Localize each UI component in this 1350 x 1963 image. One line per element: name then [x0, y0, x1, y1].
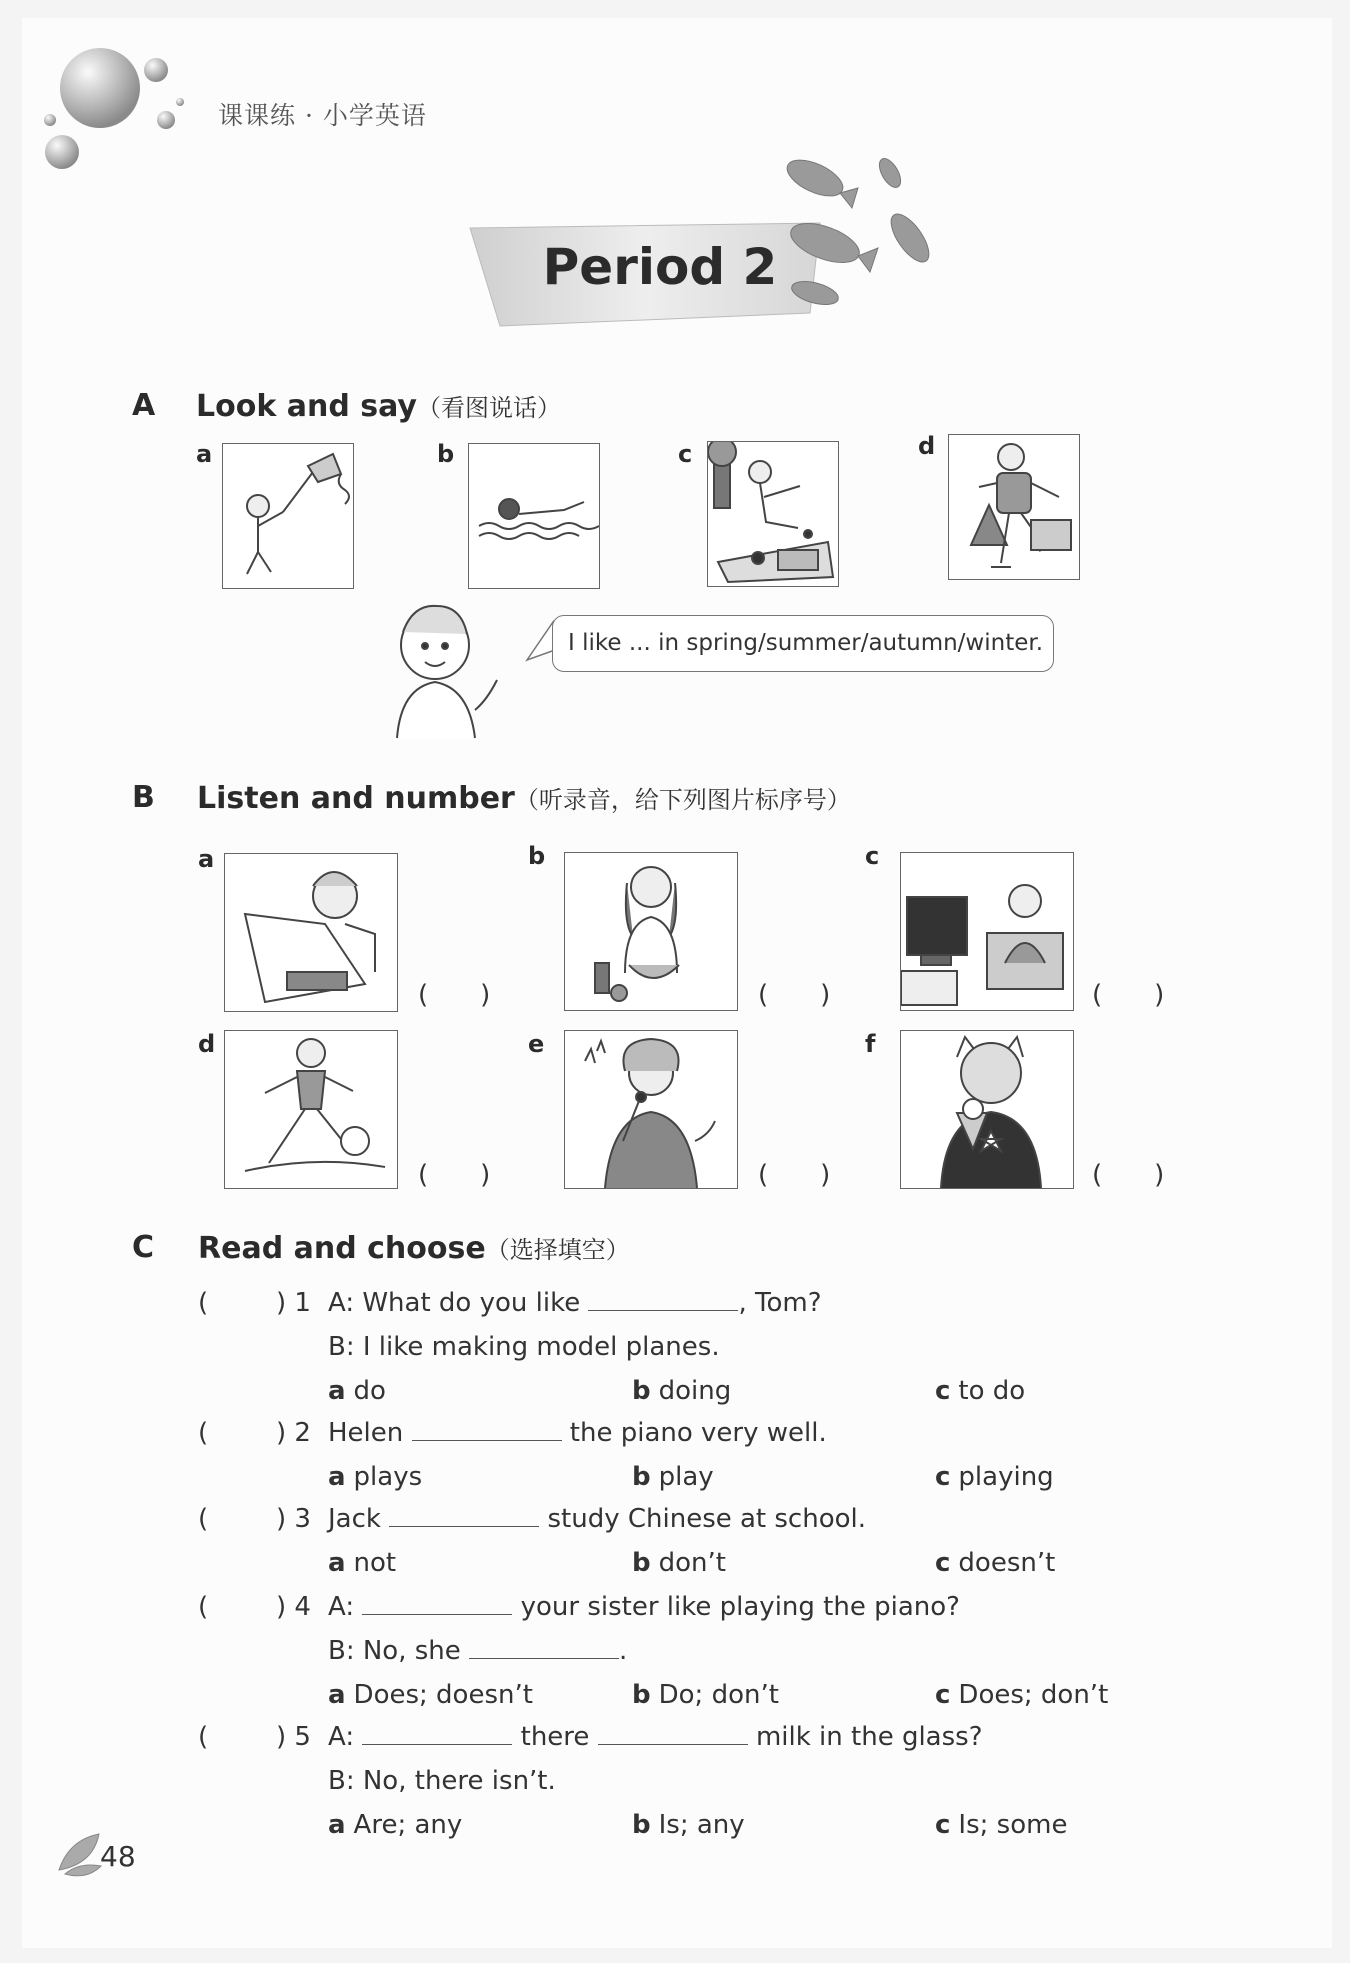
skating-icon: [949, 435, 1079, 579]
q5-line1: A: there milk in the glass?: [328, 1722, 983, 1752]
q4-blank-1[interactable]: [362, 1594, 512, 1615]
q5-option-c[interactable]: c Is; some: [935, 1810, 1068, 1840]
section-b-heading: [197, 780, 851, 816]
q3-option-c[interactable]: c doesn’t: [935, 1548, 1056, 1578]
q3-option-b[interactable]: b don’t: [632, 1548, 726, 1578]
q2-option-c[interactable]: c playing: [935, 1462, 1054, 1492]
listen-b-label: b: [528, 842, 546, 870]
leaf-icon: [55, 1830, 103, 1878]
singing-girl-icon: [565, 1031, 737, 1188]
series-title: 课课练 · 小学英语: [218, 101, 427, 130]
q4-open-paren[interactable]: (: [198, 1592, 209, 1622]
q5-blank-2[interactable]: [598, 1724, 748, 1745]
q5-option-b[interactable]: b Is; any: [632, 1810, 745, 1840]
listen-picture-f: [900, 1030, 1074, 1189]
picture-kite: [222, 443, 354, 589]
cooking-woman-icon: [565, 853, 737, 1010]
q2-blank[interactable]: [412, 1420, 562, 1441]
q4-line1: A: your sister like playing the piano?: [328, 1592, 960, 1622]
section-a-letter: A: [132, 388, 156, 423]
listen-d-label: d: [198, 1030, 216, 1058]
answer-paren-e[interactable]: ( ): [758, 1160, 831, 1190]
football-boy-icon: [225, 1031, 397, 1188]
picture-c-label: c: [678, 440, 693, 468]
kite-icon: [223, 444, 353, 588]
q4-option-a[interactable]: a Does; doesn’t: [328, 1680, 533, 1710]
q3-number: ) 3: [276, 1504, 311, 1534]
q1-number: ) 1: [276, 1288, 311, 1318]
picture-b-label: b: [437, 440, 455, 468]
page-number: 48: [100, 1840, 136, 1873]
listen-picture-a: [224, 853, 398, 1012]
q4-blank-2[interactable]: [469, 1638, 619, 1659]
section-b-title: Listen and number: [197, 781, 515, 816]
q1-line2: B: I like making model planes.: [328, 1332, 720, 1362]
cat-ice-cream-icon: [901, 1031, 1073, 1188]
q4-number: ) 4: [276, 1592, 311, 1622]
answer-paren-b[interactable]: ( ): [758, 980, 831, 1010]
q3-open-paren[interactable]: (: [198, 1504, 209, 1534]
answer-paren-c[interactable]: ( ): [1092, 980, 1165, 1010]
section-a-note: （看图说话）: [417, 394, 561, 422]
listen-picture-c: [900, 852, 1074, 1011]
section-c-title: Read and choose: [198, 1231, 486, 1266]
listen-picture-d: [224, 1030, 398, 1189]
picture-swim: [468, 443, 600, 589]
q1-option-a[interactable]: a do: [328, 1376, 386, 1406]
q1-option-c[interactable]: c to do: [935, 1376, 1026, 1406]
q4-option-c[interactable]: c Does; don’t: [935, 1680, 1109, 1710]
swimming-icon: [469, 444, 599, 588]
q5-open-paren[interactable]: (: [198, 1722, 209, 1752]
answer-paren-d[interactable]: ( ): [418, 1160, 491, 1190]
q3-blank[interactable]: [389, 1506, 539, 1527]
drawing-boy-icon: [225, 854, 397, 1011]
section-c-letter: C: [132, 1230, 155, 1265]
speaking-boy-icon: [375, 600, 515, 740]
q1-blank[interactable]: [588, 1290, 738, 1311]
q3-line1: Jack study Chinese at school.: [328, 1504, 867, 1534]
picture-a-label: a: [196, 440, 213, 468]
section-c-heading: [198, 1230, 630, 1266]
section-b-note: （听录音，给下列图片标序号）: [514, 786, 851, 814]
q5-blank-1[interactable]: [362, 1724, 512, 1745]
answer-paren-f[interactable]: ( ): [1092, 1160, 1165, 1190]
section-a-heading: [196, 388, 561, 424]
q1-option-b[interactable]: b doing: [632, 1376, 732, 1406]
q1-line1: A: What do you like , Tom?: [328, 1288, 822, 1318]
listen-picture-b: [564, 852, 738, 1011]
picnic-icon: [708, 442, 838, 586]
bubbles-decoration-icon: [30, 40, 190, 180]
q4-line2: B: No, she .: [328, 1636, 628, 1666]
q3-option-a[interactable]: a not: [328, 1548, 397, 1578]
listen-f-label: f: [865, 1030, 876, 1058]
q5-option-a[interactable]: a Are; any: [328, 1810, 463, 1840]
picture-skate: [948, 434, 1080, 580]
q1-open-paren[interactable]: (: [198, 1288, 209, 1318]
answer-paren-a[interactable]: ( ): [418, 980, 491, 1010]
speech-text: I like ... in spring/summer/autumn/winter.: [568, 630, 1044, 656]
watching-tv-icon: [901, 853, 1073, 1010]
q2-line1: Helen the piano very well.: [328, 1418, 827, 1448]
section-c-note: （选择填空）: [485, 1236, 630, 1264]
picture-picnic: [707, 441, 839, 587]
section-a-title: Look and say: [196, 389, 417, 424]
listen-c-label: c: [865, 842, 880, 870]
listen-a-label: a: [198, 845, 215, 873]
q2-open-paren[interactable]: (: [198, 1418, 209, 1448]
q4-option-b[interactable]: b Do; don’t: [632, 1680, 779, 1710]
q5-line2: B: No, there isn’t.: [328, 1766, 556, 1796]
period-title: Period 2: [542, 238, 778, 296]
q5-number: ) 5: [276, 1722, 311, 1752]
q2-option-a[interactable]: a plays: [328, 1462, 423, 1492]
q2-option-b[interactable]: b play: [632, 1462, 714, 1492]
q2-number: ) 2: [276, 1418, 311, 1448]
listen-e-label: e: [528, 1030, 545, 1058]
listen-picture-e: [564, 1030, 738, 1189]
section-b-letter: B: [132, 780, 155, 815]
picture-d-label: d: [918, 432, 936, 460]
